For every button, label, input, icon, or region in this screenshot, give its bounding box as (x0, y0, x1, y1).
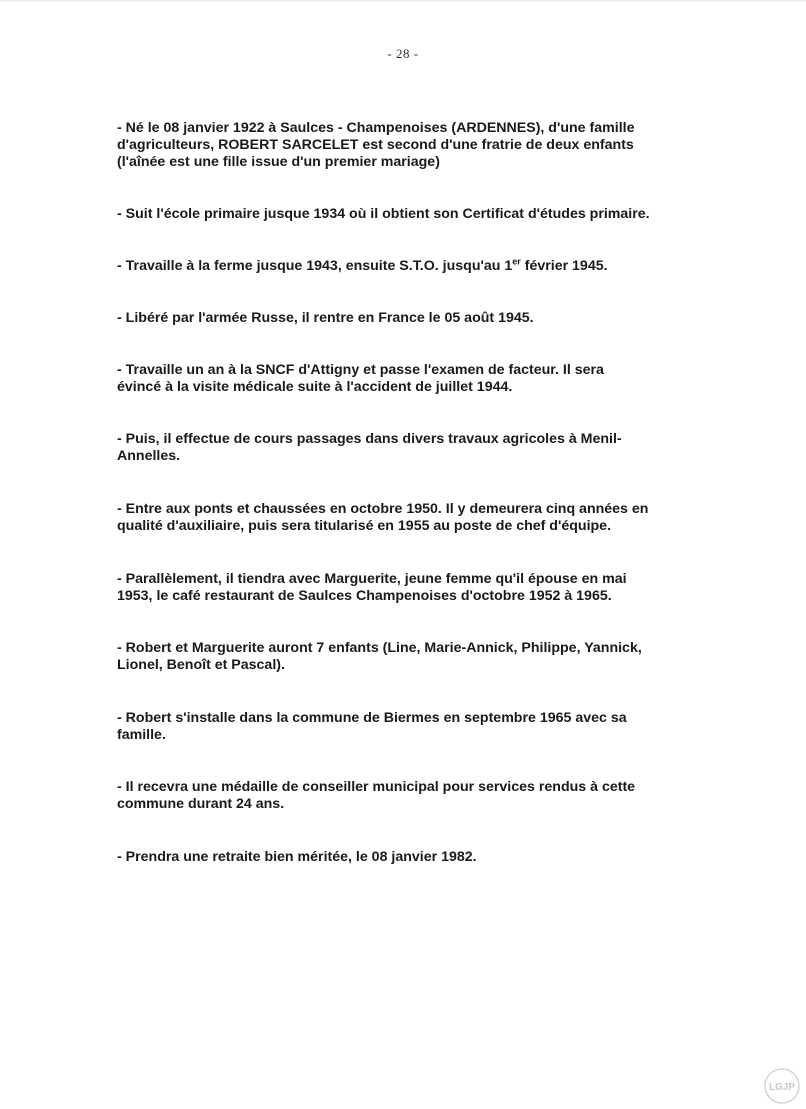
entry-agriculture (117, 431, 707, 465)
stamp-text: LGJP (768, 1082, 796, 1093)
entry-line: 1953, le café restaurant de Saulces Champenoises d'octobre 1952 à 1965. (117, 588, 612, 604)
entry-line: - Né le 08 janvier 1922 à Saulces - Champenoises (ARDENNES), d'une famille (117, 120, 635, 136)
ordinal-superscript: er (512, 256, 521, 267)
entry-line: - Robert s'installe dans la commune de Biermes en septembre 1965 avec sa (117, 710, 627, 726)
entry-line: - Travaille un an à la SNCF d'Attigny et passe l'examen de facteur. Il sera (117, 362, 604, 378)
entry-line: commune durant 24 ans. (117, 796, 285, 812)
entry-children (117, 640, 707, 674)
watermark-stamp-icon (762, 1066, 802, 1106)
entry-line: - Prendra une retraite bien méritée, le 08 janvier 1982. (117, 849, 477, 865)
entry-text-before: - Travaille à la ferme jusque 1943, ensuite S.T.O. jusqu'au 1 (117, 258, 513, 274)
entry-line: évincé à la visite médicale suite à l'accident de juillet 1944. (117, 379, 513, 395)
entry-line: - Parallèlement, il tiendra avec Marguerite, jeune femme qu'il épouse en mai (117, 571, 627, 587)
entry-line: - Entre aux ponts et chaussées en octobre 1950. Il y demeurera cinq années en (117, 501, 649, 517)
entry-sncf (117, 362, 707, 396)
entry-medal (117, 779, 707, 813)
entry-line: Annelles. (117, 448, 181, 464)
entry-line: - Robert et Marguerite auront 7 enfants (Line, Marie-Annick, Philippe, Yannick, (117, 640, 642, 656)
entry-line: - Puis, il effectue de cours passages dans divers travaux agricoles à Menil- (117, 431, 622, 447)
entry-birth (117, 120, 707, 171)
entry-biermes (117, 710, 707, 744)
entry-text-after: février 1945. (520, 258, 608, 274)
page-number: - 28 - (387, 46, 419, 61)
entry-line: - Suit l'école primaire jusque 1934 où il obtient son Certificat d'études primaire. (117, 206, 650, 222)
entry-liberation (117, 310, 707, 327)
entry-line: - Libéré par l'armée Russe, il rentre en France le 05 août 1945. (117, 310, 534, 326)
entry-line: Lionel, Benoît et Pascal). (117, 657, 285, 673)
page-top-edge (0, 0, 806, 3)
entry-farm-sto (117, 258, 707, 275)
entry-marguerite (117, 571, 707, 605)
entry-line: - Il recevra une médaille de conseiller municipal pour services rendus à cette (117, 779, 636, 795)
entry-retirement (117, 849, 707, 866)
entry-ponts-chaussees (117, 501, 707, 535)
entry-line: famille. (117, 727, 166, 743)
entry-line: (l'aînée est une fille issue d'un premier mariage) (117, 154, 440, 170)
entry-line: qualité d'auxiliaire, puis sera titularisé en 1955 au poste de chef d'équipe. (117, 518, 612, 534)
entry-school (117, 206, 707, 223)
entry-line: d'agriculteurs, ROBERT SARCELET est second d'une fratrie de deux enfants (117, 137, 634, 153)
